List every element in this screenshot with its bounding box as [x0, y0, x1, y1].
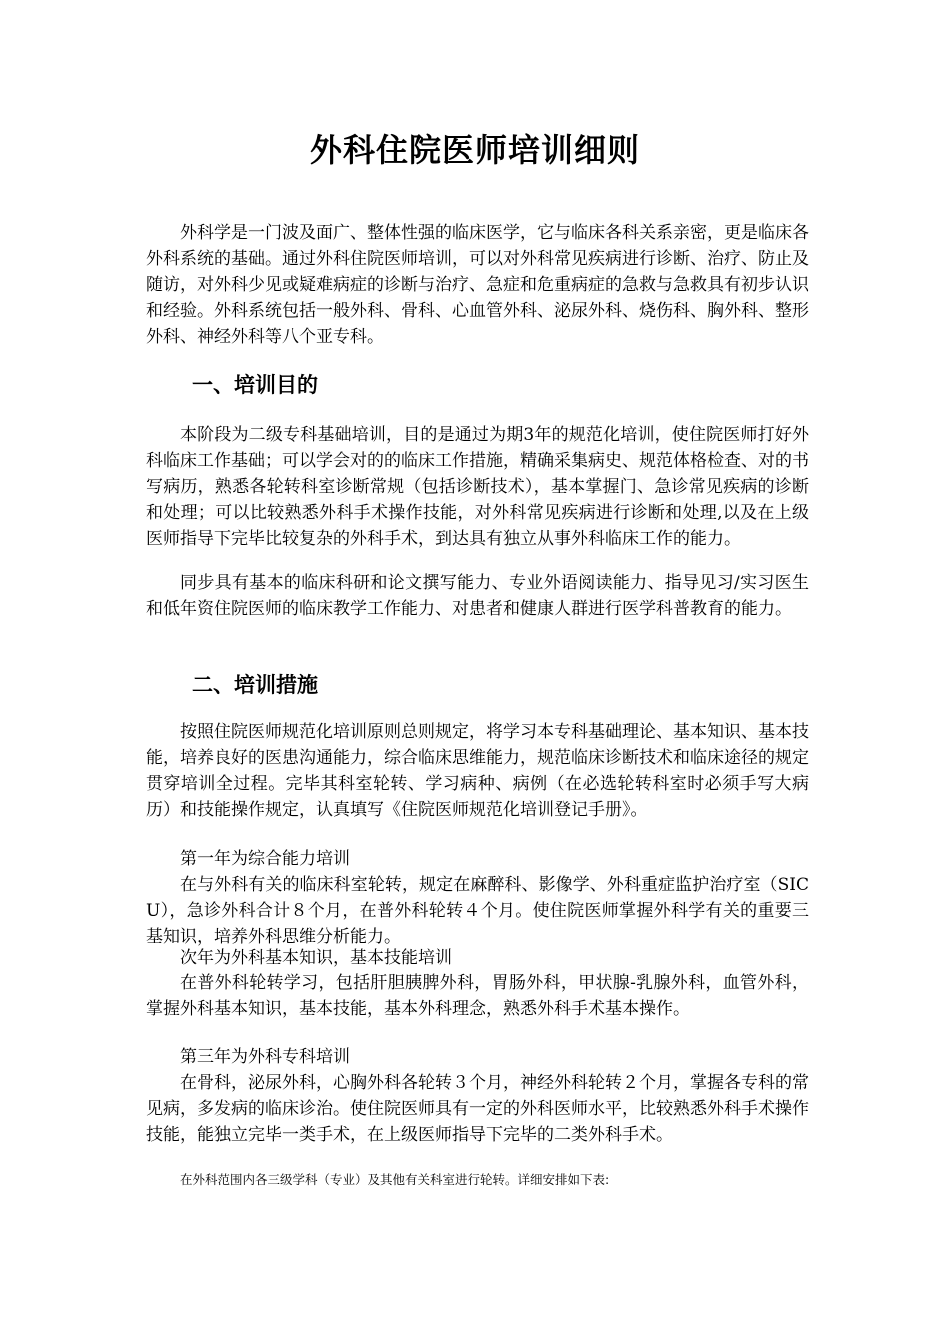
year3-title: 第三年为外科专科培训 [180, 1047, 350, 1067]
training-goals-paragraph: 本阶段为二级专科基础培训，目的是通过为期3年的规范化培训，使住院医师打好外科临床工作基础；可以学会对的的临床工作措施，精确采集病史、规范体格检查、对的书写病历，熟悉各轮转科室诊断常规（包括诊断技术），基本掌握门、急诊常见疾病的诊断和处理；可以比较熟悉外科手术操作技能，对外科常见疾病进行诊断和处理,以及在上级医师指导下完毕比较复杂的外科手术，到达具有独立从事外科临床工作的能力。 [146, 425, 809, 549]
year2-paragraph: 在普外科轮转学习，包括肝胆胰脾外科，胃肠外科，甲状腺-乳腺外科，血管外科，掌握外科基本知识，基本技能，基本外科理念，熟悉外科手术基本操作。 [146, 973, 809, 1019]
section-heading-training-goals: 一、培训目的 [192, 373, 318, 397]
year2-title: 次年为外科基本知识，基本技能培训 [180, 948, 452, 968]
training-goals-paragraph-2: 同步具有基本的临床科研和论文撰写能力、专业外语阅读能力、指导见习/实习医生和低年资住院医师的临床教学工作能力、对患者和健康人群进行医学科普教育的能力。 [146, 573, 809, 619]
year1-paragraph: 在与外科有关的临床科室轮转，规定在麻醉科、影像学、外科重症监护治疗室（SICU），急诊外科合计８个月，在普外科轮转４个月。使住院医师掌握外科学有关的重要三基知识，培养外科思维分析能力。 [146, 875, 809, 947]
document-title: 外科住院医师培训细则 [309, 131, 640, 169]
rotation-table-note: 在外科范围内各三级学科（专业）及其他有关科室进行轮转。详细安排如下表: [180, 1172, 610, 1187]
year3-paragraph: 在骨科，泌尿外科，心胸外科各轮转３个月，神经外科轮转２个月，掌握各专科的常见病，多发病的临床诊治。使住院医师具有一定的外科医师水平，比较熟悉外科手术操作技能，能独立完毕一类手术，在上级医师指导下完毕的二类外科手术。 [146, 1073, 809, 1145]
intro-paragraph: 外科学是一门波及面广、整体性强的临床医学，它与临床各科关系亲密，更是临床各外科系统的基础。通过外科住院医师培训，可以对外科常见疾病进行诊断、治疗、防止及随访，对外科少见或疑难病症的诊断与治疗、急症和危重病症的急救与急救具有初步认识和经验。外科系统包括一般外科、骨科、心血管外科、泌尿外科、烧伤科、胸外科、整形外科、神经外科等八个亚专科。 [146, 223, 809, 347]
training-measures-paragraph: 按照住院医师规范化培训原则总则规定，将学习本专科基础理论、基本知识、基本技能，培养良好的医患沟通能力，综合临床思维能力，规范临床诊断技术和临床途径的规定贯穿培训全过程。完毕其科室轮转、学习病种、病例（在必选轮转科室时必须手写大病历）和技能操作规定，认真填写《住院医师规范化培训登记手册》。 [146, 722, 809, 820]
year1-title: 第一年为综合能力培训 [180, 849, 350, 869]
section-heading-training-measures: 二、培训措施 [192, 673, 318, 697]
